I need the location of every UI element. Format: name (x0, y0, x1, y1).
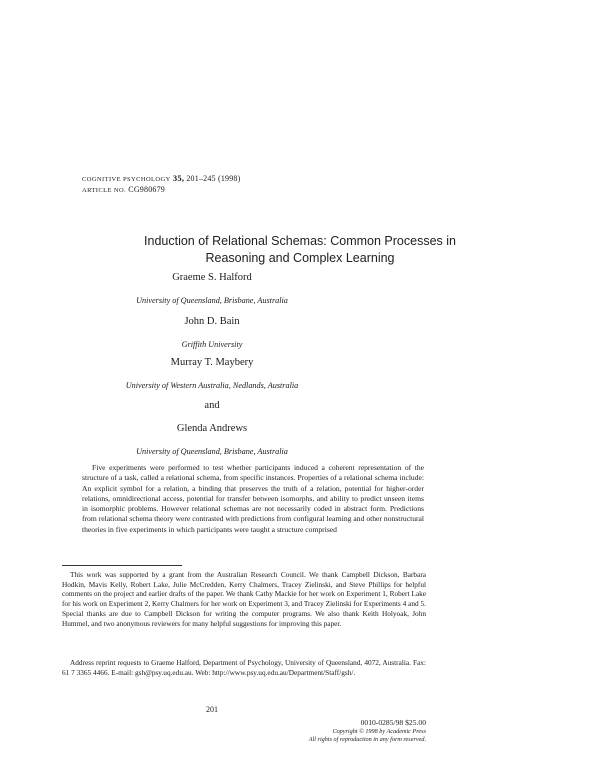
address-footnote: Address reprint requests to Graeme Halford, Department of Psychology, University of Queensland, 4072, Australia. Fax: 61 7 3365 4466. E-mail: gsh@psy.uq.edu.au. Web: http://www.psy.uq.edu.au/Department/Staff/gsh/. (62, 658, 426, 677)
page-number: 201 (206, 705, 218, 714)
journal-citation (82, 173, 241, 185)
paper-title (40, 233, 560, 267)
author-name: Murray T. Maybery (170, 357, 254, 368)
author-affiliation: University of Queensland, Brisbane, Australia (136, 447, 288, 456)
acknowledgment-footnote: This work was supported by a grant from the Australian Research Council. We thank Campbell Dickson, Barbara Hodkin, Mavis Kelly, Robert Lake, Julie McCredden, Kerry Chalmers, Tracey Zielinski, and Steve Phillips for helpful comments on the project and earlier drafts of the paper. We thank Cathy Mackie for her work on Experiment 1, Robert Lake for his work on Experiment 2, Kerry Chalmers for her work on Experiment 3, and Tracey Zielinski for Experiments 4 and 5. Special thanks are due to Campbell Dickson for writing the computer programs. We also thank Keith Holyoak, John Hummel, and two anonymous reviewers for many helpful suggestions for improving this paper. (62, 570, 426, 628)
footnote-rule (62, 565, 182, 566)
journal-pages-year: 201–245 (1998) (186, 174, 241, 183)
article-number-line (82, 185, 241, 196)
author-name: Graeme S. Halford (172, 272, 252, 283)
and-separator: and (204, 400, 220, 411)
article-number: CG980679 (128, 185, 166, 194)
rights-notice: All rights of reproduction in any form reserved. (308, 736, 426, 743)
copyright-notice: Copyright © 1998 by Academic Press (332, 728, 426, 735)
journal-name: COGNITIVE PSYCHOLOGY (82, 176, 171, 183)
journal-header (82, 173, 241, 196)
title-line-2: Reasoning and Complex Learning (205, 251, 395, 265)
author-name: Glenda Andrews (176, 423, 248, 434)
article-number-label: ARTICLE NO. (82, 187, 127, 194)
abstract: Five experiments were performed to test whether participants induced a coherent representation of the structure of a task, called a relational schema, from specific instances. Properties of a relational schema include: An explicit symbol for a relation, a binding that preserves the truth of a relation, potential for higher-order relations, omnidirectional access, potential for transfer between isomorphs, and ability to predict unseen items in isomorphic problems. However relational schemas are not necessarily coded in abstract form. Predictions from relational schema theory were contrasted with predictions from configural learning and other nonstructural theories in five experiments in which participants were taught a structure comprised (82, 463, 424, 534)
author-affiliation: University of Western Australia, Nedlands, Australia (125, 381, 299, 390)
title-line-1: Induction of Relational Schemas: Common Processes in (144, 234, 456, 248)
issn-price: 0010-0285/98 $25.00 (360, 718, 426, 727)
author-affiliation: Griffith University (181, 340, 243, 349)
journal-volume: 35, (172, 173, 185, 183)
author-affiliation: University of Queensland, Brisbane, Australia (136, 296, 288, 305)
author-name: John D. Bain (184, 316, 240, 327)
